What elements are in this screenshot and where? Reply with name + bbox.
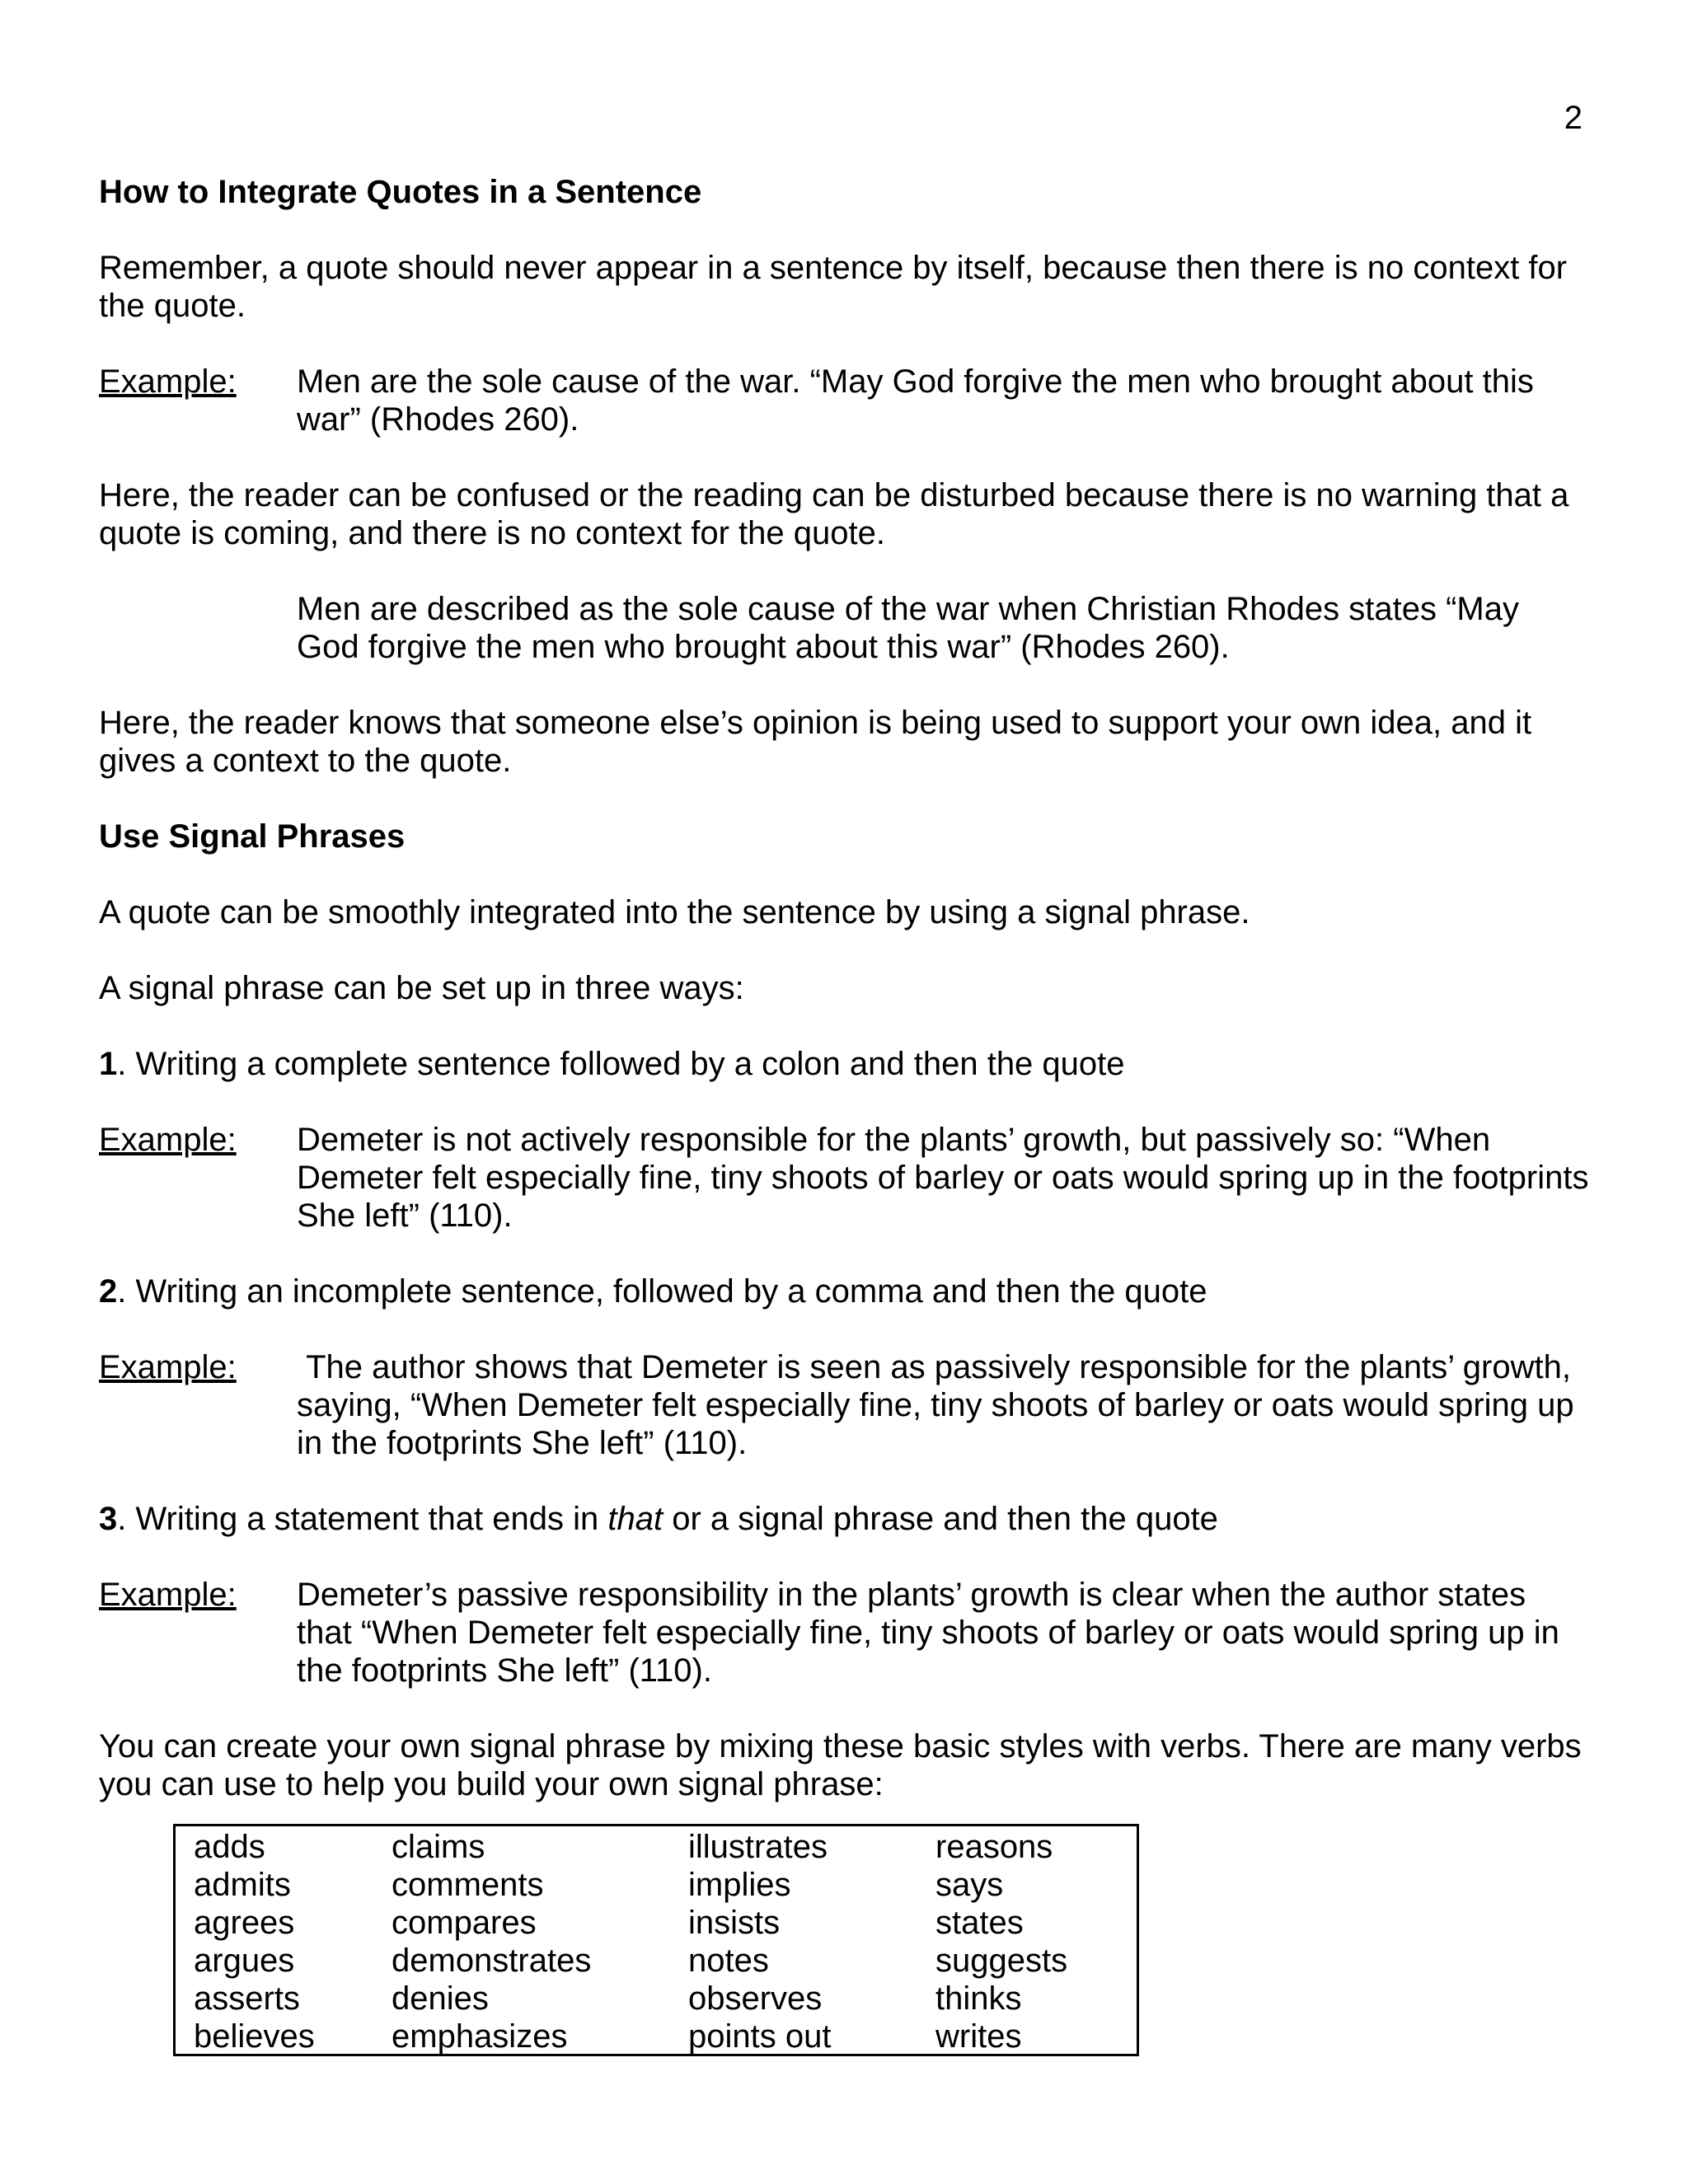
example-text: Demeter is not actively responsible for the plants’ growth, but passively so: “When Demeter felt especially fine, tiny shoots of barley or oats would spring up in the footprints She left” (110).	[297, 1122, 1589, 1234]
verb-column-2	[392, 1828, 591, 2055]
verb-cell: agrees	[194, 1905, 295, 1941]
heading-integrate-quotes: How to Integrate Quotes in a Sentence	[99, 174, 702, 210]
verb-cell: notes	[688, 1943, 769, 1979]
verb-cell: comments	[392, 1867, 544, 1903]
paragraph-reader-knows: Here, the reader knows that someone else’s opinion is being used to support your own idea, and it gives a context to the quote.	[99, 705, 1532, 779]
verb-table	[173, 1824, 1139, 2056]
verb-cell: claims	[392, 1829, 485, 1865]
verb-cell: compares	[392, 1905, 537, 1941]
heading-signal-phrases: Use Signal Phrases	[99, 818, 406, 855]
verb-cell: reasons	[935, 1829, 1053, 1865]
list-item-text: . Writing a statement that ends in	[117, 1501, 608, 1537]
verb-cell: implies	[688, 1867, 791, 1903]
verb-cell: believes	[194, 2018, 315, 2055]
verb-cell: suggests	[935, 1943, 1068, 1979]
verb-cell: states	[935, 1905, 1024, 1941]
verb-cell: thinks	[935, 1980, 1022, 2017]
list-item-text: . Writing a complete sentence followed by a colon and then the quote	[117, 1046, 1125, 1082]
paragraph-smoothly: A quote can be smoothly integrated into the sentence by using a signal phrase.	[99, 894, 1250, 930]
verb-cell: illustrates	[688, 1829, 828, 1865]
verb-cell: asserts	[194, 1980, 300, 2017]
document-body	[99, 173, 1589, 1803]
example-row-1	[99, 363, 1589, 438]
example-text-improved: Men are described as the sole cause of the war when Christian Rhodes states “May God forgive the men who brought about this war” (Rhodes 260).	[297, 591, 1519, 665]
list-item-1	[99, 1045, 1589, 1083]
list-item-2	[99, 1272, 1589, 1310]
verb-column-4	[935, 1828, 1067, 2055]
verb-cell: argues	[194, 1943, 295, 1979]
verb-cell: admits	[194, 1867, 291, 1903]
example-label: Example:	[99, 1122, 237, 1158]
example-text: The author shows that Demeter is seen as passively responsible for the plants’ growth, saying, “When Demeter felt especially fine, tiny shoots of barley or oats would spring up in the footprints She left” (110).	[297, 1349, 1583, 1461]
example-label: Example:	[99, 363, 237, 400]
list-item-3	[99, 1500, 1589, 1538]
list-number: 1	[99, 1046, 118, 1082]
page-number: 2	[1564, 100, 1582, 136]
example-label: Example:	[99, 1349, 237, 1385]
example-text: Men are the sole cause of the war. “May God forgive the men who brought about this war” (Rhodes 260).	[297, 363, 1534, 438]
verb-column-1	[194, 1828, 315, 2055]
paragraph-confused: Here, the reader can be confused or the reading can be disturbed because there is no warning that a quote is coming, and there is no context for the quote.	[99, 477, 1569, 551]
verb-cell: denies	[392, 1980, 489, 2017]
example-label: Example:	[99, 1577, 237, 1613]
verb-cell: emphasizes	[392, 2018, 568, 2055]
verb-cell: demonstrates	[392, 1943, 592, 1979]
list-number: 3	[99, 1501, 118, 1537]
list-number: 2	[99, 1273, 118, 1310]
paragraph-remember: Remember, a quote should never appear in a sentence by itself, because then there is no context for the quote.	[99, 250, 1568, 324]
list-item-italic: that	[607, 1501, 663, 1537]
verb-cell: adds	[194, 1829, 265, 1865]
verb-cell: observes	[688, 1980, 823, 2017]
list-item-text-after: or a signal phrase and then the quote	[663, 1501, 1218, 1537]
verb-cell: says	[935, 1867, 1004, 1903]
verb-column-3	[688, 1828, 831, 2055]
list-item-text: . Writing an incomplete sentence, followed by a comma and then the quote	[117, 1273, 1207, 1310]
example-row-item-2	[99, 1348, 1589, 1462]
example-row-item-1	[99, 1121, 1589, 1235]
example-text: Demeter’s passive responsibility in the plants’ growth is clear when the author states that “When Demeter felt especially fine, tiny shoots of barley or oats would spring up in the footprints She left” (110).	[297, 1577, 1559, 1689]
paragraph-three-ways: A signal phrase can be set up in three ways:	[99, 970, 744, 1006]
verb-cell: insists	[688, 1905, 781, 1941]
example-row-item-3	[99, 1576, 1589, 1690]
verb-cell: writes	[935, 2018, 1022, 2055]
verb-cell: points out	[688, 2018, 832, 2055]
paragraph-create-own: You can create your own signal phrase by mixing these basic styles with verbs. There are many verbs you can use to help you build your own signal phrase:	[99, 1728, 1582, 1802]
